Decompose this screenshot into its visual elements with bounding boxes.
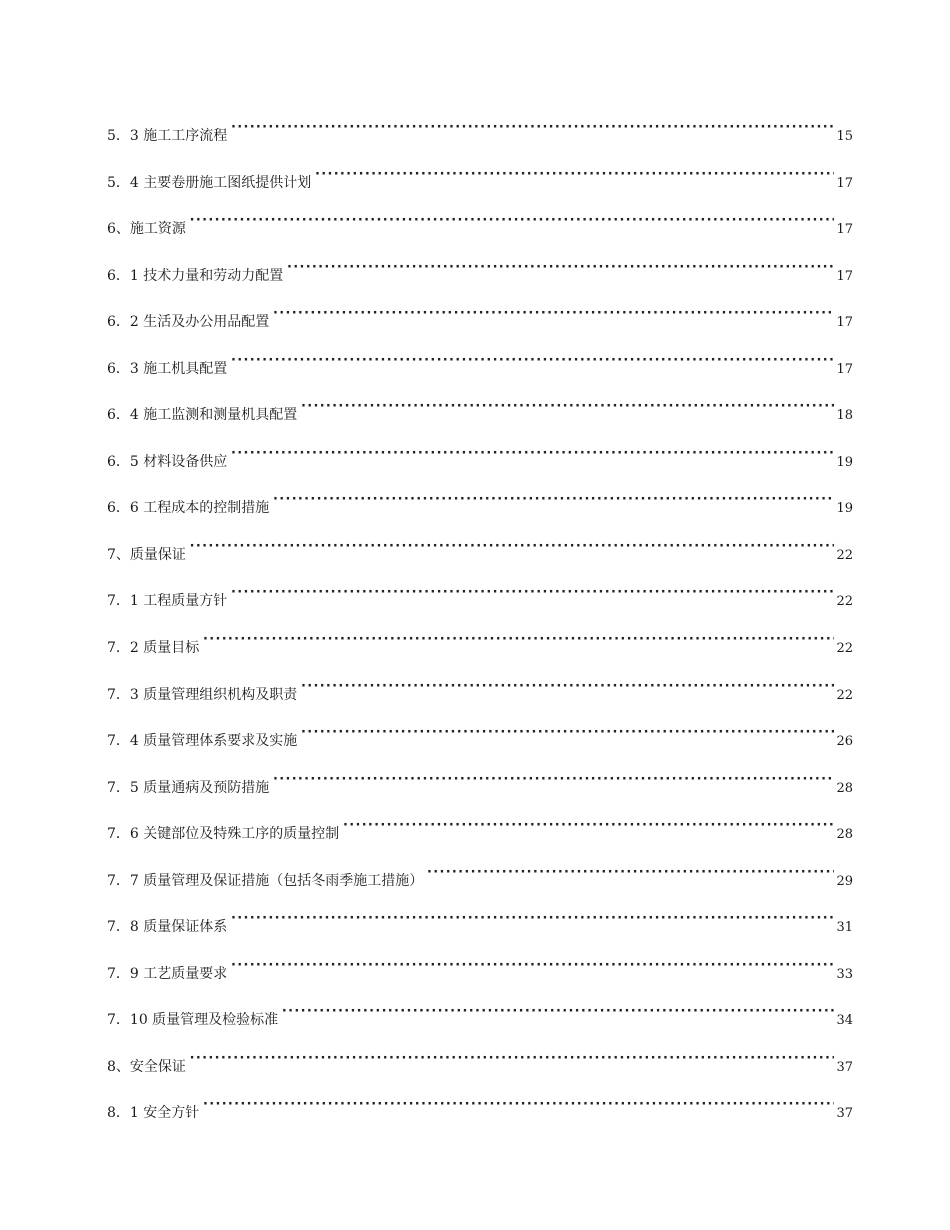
toc-dot-leader — [271, 302, 834, 326]
toc-entry-page: 15 — [836, 129, 853, 144]
toc-dot-leader — [271, 768, 834, 792]
toc-entry-page: 18 — [836, 408, 853, 424]
toc-entry[interactable] — [107, 581, 853, 628]
toc-entry-title: 6、施工资源 — [107, 221, 186, 238]
toc-entry-page: 34 — [836, 1013, 853, 1029]
toc-dot-leader — [188, 209, 835, 233]
toc-entry-page: 22 — [836, 641, 853, 657]
toc-entry[interactable] — [107, 814, 853, 861]
toc-dot-leader — [425, 861, 834, 885]
toc-entry-title: 5．4 主要卷册施工图纸提供计划 — [107, 174, 312, 191]
toc-entry[interactable] — [107, 163, 853, 210]
toc-entry-page: 22 — [836, 687, 853, 703]
toc-entry-title: 7．5 质量通病及预防措施 — [107, 779, 270, 796]
toc-entry[interactable] — [107, 1047, 853, 1094]
toc-entry[interactable] — [107, 442, 853, 489]
toc-dot-leader — [201, 1093, 834, 1117]
toc-entry-title: 7．8 质量保证体系 — [107, 919, 228, 936]
toc-entry-title: 7．2 质量目标 — [107, 640, 200, 657]
toc-entry[interactable] — [107, 395, 853, 442]
toc-entry-title: 7．4 质量管理体系要求及实施 — [107, 733, 298, 750]
toc-entry-page: 17 — [836, 222, 853, 238]
toc-dot-leader — [271, 488, 834, 512]
toc-entry-page: 33 — [836, 966, 853, 982]
toc-entry-page: 28 — [836, 827, 853, 843]
toc-entry-page: 37 — [836, 1059, 853, 1075]
toc-entry-page: 17 — [836, 315, 853, 331]
toc-entry-title: 6．4 施工监测和测量机具配置 — [107, 407, 298, 424]
toc-entry-title: 7．10 质量管理及检验标准 — [107, 1012, 279, 1029]
toc-entry[interactable] — [107, 721, 853, 768]
toc-entry[interactable] — [107, 1000, 853, 1047]
toc-entry[interactable] — [107, 628, 853, 675]
toc-entry-title: 7．1 工程质量方针 — [107, 593, 228, 610]
toc-dot-leader — [341, 814, 834, 838]
toc-entry-page: 22 — [836, 594, 853, 610]
toc-dot-leader — [299, 395, 834, 419]
toc-entry-page: 17 — [836, 175, 853, 191]
toc-entry-title: 5．3 施工工序流程 — [107, 128, 228, 144]
toc-dot-leader — [188, 535, 835, 559]
toc-entry-title: 8．1 安全方针 — [107, 1105, 200, 1122]
toc-entry-page: 17 — [836, 361, 853, 377]
toc-entry[interactable] — [107, 907, 853, 954]
toc-entry-title: 6．2 生活及办公用品配置 — [107, 314, 270, 331]
toc-entry[interactable] — [107, 488, 853, 535]
toc-dot-leader — [229, 954, 834, 978]
toc-entry[interactable] — [107, 349, 853, 396]
toc-entry-page: 19 — [836, 454, 853, 470]
toc-dot-leader — [229, 349, 834, 373]
toc-entry-title: 6．6 工程成本的控制措施 — [107, 500, 270, 517]
toc-entry[interactable] — [107, 768, 853, 815]
toc-dot-leader — [313, 163, 834, 187]
toc-entry-page: 28 — [836, 780, 853, 796]
toc-entry[interactable] — [107, 1093, 853, 1140]
toc-entry-title: 6．5 材料设备供应 — [107, 453, 228, 470]
toc-entry-page: 22 — [836, 547, 853, 563]
toc-dot-leader — [229, 116, 834, 140]
toc-entry-page: 29 — [836, 873, 853, 889]
toc-entry-title: 7．7 质量管理及保证措施（包括冬雨季施工措施） — [107, 872, 424, 889]
toc-entry-title: 6．3 施工机具配置 — [107, 360, 228, 377]
toc-dot-leader — [299, 721, 834, 745]
toc-entry-page: 26 — [836, 734, 853, 750]
toc-entry[interactable] — [107, 116, 853, 163]
toc-entry[interactable] — [107, 675, 853, 722]
toc-entry[interactable] — [107, 861, 853, 908]
toc-entry-title: 7、质量保证 — [107, 546, 186, 563]
toc-entry-title: 6．1 技术力量和劳动力配置 — [107, 267, 284, 284]
toc-entry-title: 7．6 关键部位及特殊工序的质量控制 — [107, 826, 340, 843]
toc-dot-leader — [299, 675, 834, 699]
toc-dot-leader — [280, 1000, 834, 1024]
toc-dot-leader — [285, 256, 834, 280]
toc-entry-page: 17 — [836, 268, 853, 284]
toc-entry-title: 7．3 质量管理组织机构及职责 — [107, 686, 298, 703]
toc-entry[interactable] — [107, 256, 853, 303]
toc-entry[interactable] — [107, 209, 853, 256]
toc-entry-page: 37 — [836, 1106, 853, 1122]
toc-entry-page: 19 — [836, 501, 853, 517]
table-of-contents — [107, 116, 853, 1140]
toc-entry[interactable] — [107, 954, 853, 1001]
toc-dot-leader — [229, 442, 834, 466]
toc-entry[interactable] — [107, 302, 853, 349]
toc-entry-title: 7．9 工艺质量要求 — [107, 965, 228, 982]
toc-entry-title: 8、安全保证 — [107, 1058, 186, 1075]
toc-dot-leader — [229, 907, 834, 931]
toc-dot-leader — [188, 1047, 835, 1071]
toc-entry[interactable] — [107, 535, 853, 582]
toc-entry-page: 31 — [836, 920, 853, 936]
toc-dot-leader — [229, 581, 834, 605]
toc-dot-leader — [201, 628, 834, 652]
